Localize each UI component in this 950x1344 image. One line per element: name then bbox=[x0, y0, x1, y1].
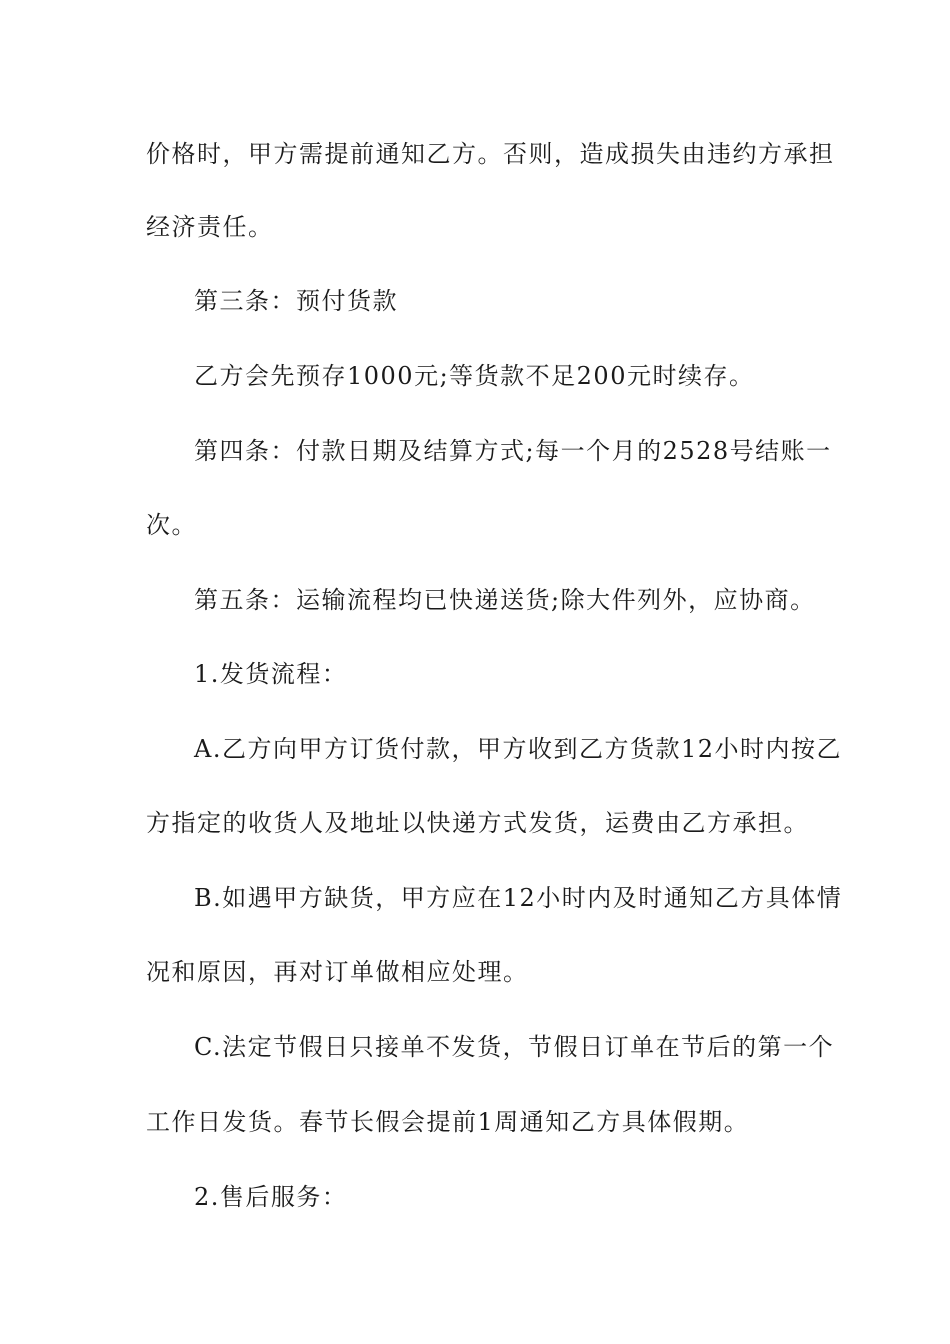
list-item-line: 方指定的收货人及地址以快递方式发货，运费由乙方承担。 bbox=[146, 809, 809, 837]
list-item-line: B.如遇甲方缺货，甲方应在12小时内及时通知乙方具体情 bbox=[194, 884, 843, 912]
section-heading: 第四条：付款日期及结算方式;每一个月的2528号结账一 bbox=[194, 437, 832, 465]
list-item-line: A.乙方向甲方订货付款，甲方收到乙方货款12小时内按乙 bbox=[194, 735, 842, 763]
section-heading: 第三条：预付货款 bbox=[194, 287, 398, 315]
paragraph-line: 价格时，甲方需提前通知乙方。否则，造成损失由违约方承担 bbox=[146, 140, 835, 168]
paragraph-line: 次。 bbox=[146, 511, 197, 539]
list-item-line: 工作日发货。春节长假会提前1周通知乙方具体假期。 bbox=[146, 1108, 750, 1136]
list-item-line: C.法定节假日只接单不发货，节假日订单在节后的第一个 bbox=[194, 1033, 835, 1061]
section-heading: 第五条：运输流程均已快递送货;除大件列外，应协商。 bbox=[194, 586, 816, 614]
list-heading: 2.售后服务： bbox=[194, 1183, 348, 1211]
list-item-line: 况和原因，再对订单做相应处理。 bbox=[146, 958, 529, 986]
paragraph-line: 乙方会先预存1000元;等货款不足200元时续存。 bbox=[194, 362, 755, 390]
paragraph-line: 经济责任。 bbox=[146, 213, 274, 241]
list-heading: 1.发货流程： bbox=[194, 660, 348, 688]
